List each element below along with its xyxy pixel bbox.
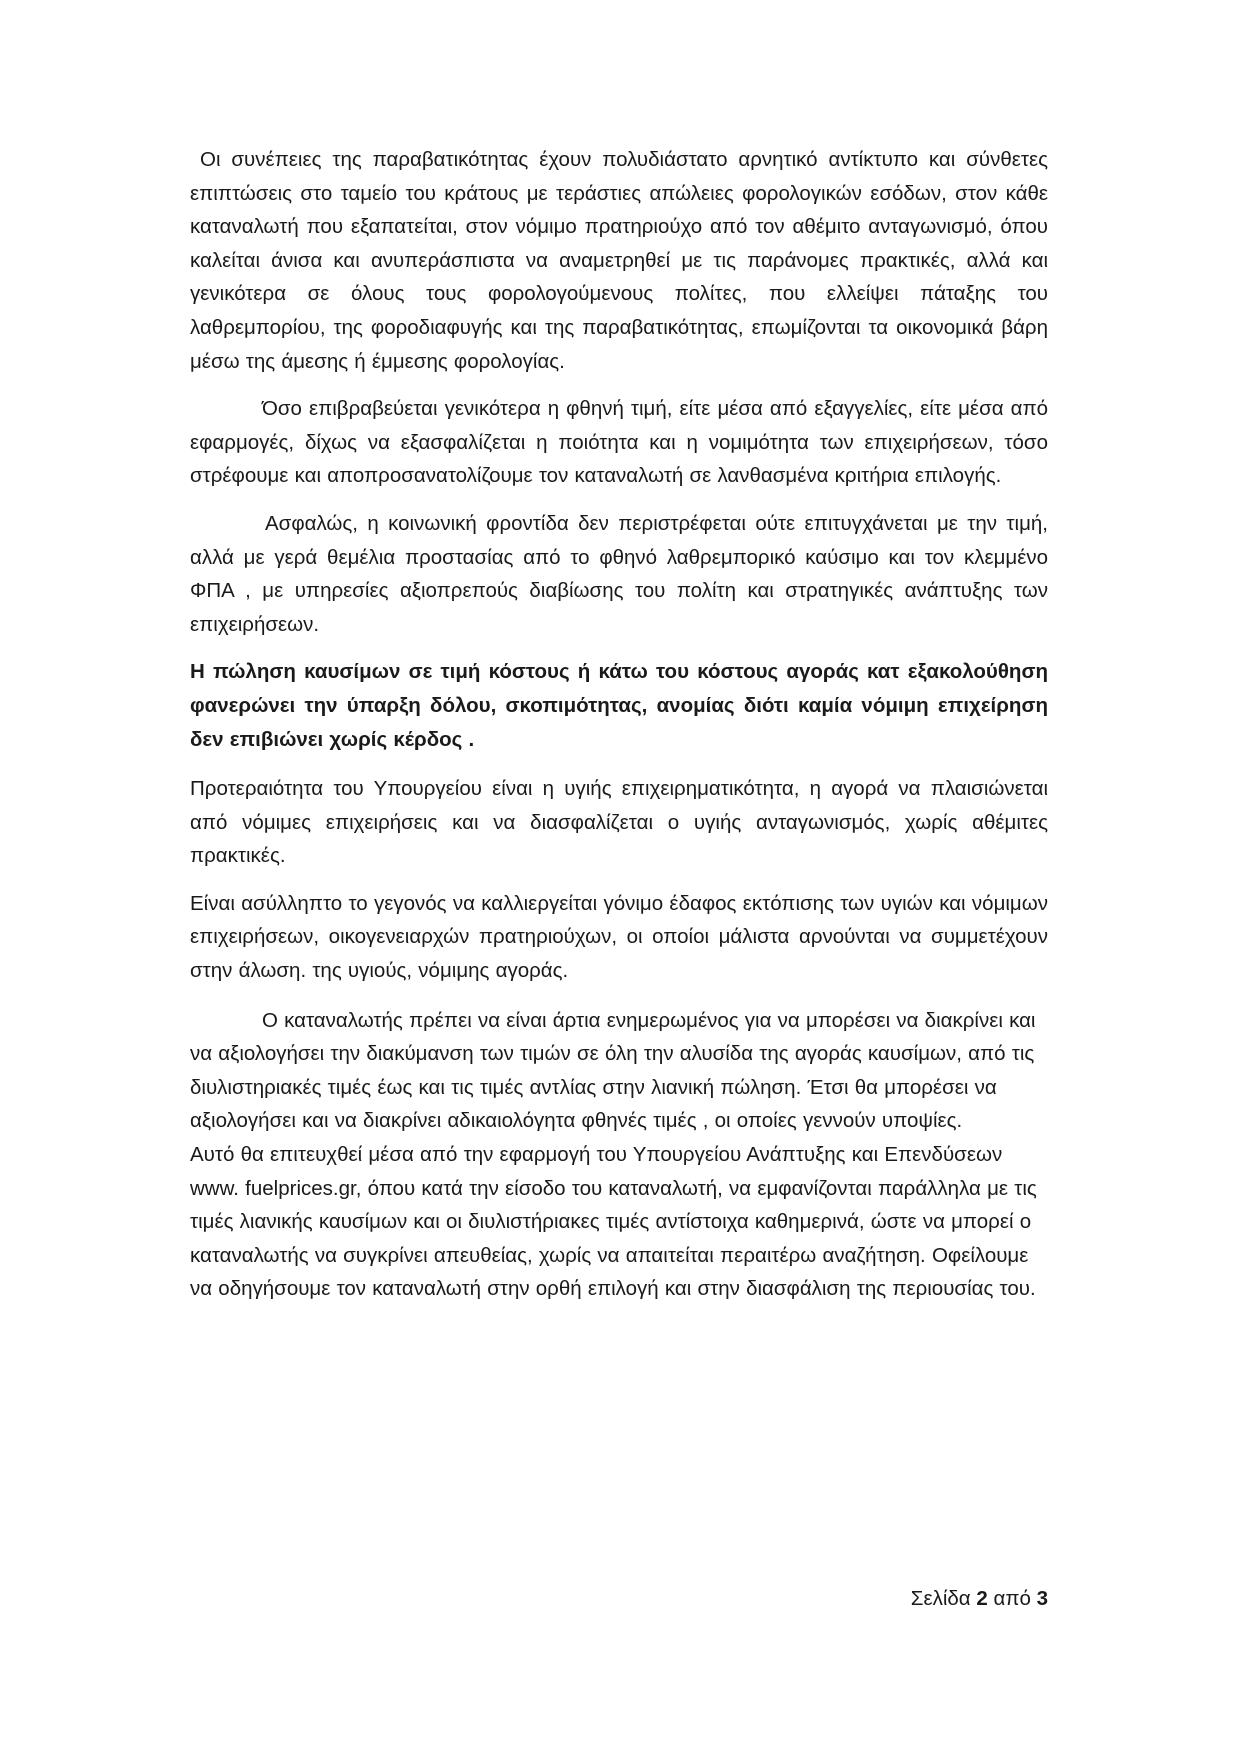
page-total: 3	[1036, 1587, 1048, 1610]
paragraph-ministry-priority: Προτεραιότητα του Υπουργείου είναι η υγιής επιχειρηματικότητα, η αγορά να πλαισιώνεται από νόμιμες επιχειρήσεις και να διασφαλίζεται ο υγιής ανταγωνισμός, χωρίς αθέμιτες πρακτικές.	[190, 777, 1048, 868]
page-number-footer	[850, 1585, 1048, 1613]
paragraph-cheap-price: Όσο επιβραβεύεται γενικότερα η φθηνή τιμή, είτε μέσα από εξαγγελίες, είτε μέσα από εφαρμογές, δίχως να εξασφαλίζεται η ποιότητα και η νομιμότητα των επιχειρήσεων, τόσο στρέφουμε και αποπροσανατολίζουμε τον καταναλωτή σε λανθασμένα κριτήρια επιλογής.	[190, 397, 1048, 488]
page-current: 2	[976, 1587, 988, 1610]
page-of-label: από	[993, 1587, 1031, 1610]
paragraph-consequences: Οι συνέπειες της παραβατικότητας έχουν πολυδιάστατο αρνητικό αντίκτυπο και σύνθετες επιπτώσεις στο ταμείο του κράτους με τεράστιες απώλειες φορολογικών εσόδων, στον κάθε καταναλωτή που εξαπατείται, στον νόμιμο πρατηριούχο από τον αθέμιτο ανταγωνισμό, όπου καλείται άνισα και ανυπεράσπιστα να αναμετρηθεί με τις παράνομες πρακτικές, αλλά και γενικότερα σε όλους τους φορολογούμενους πολίτες, που ελλείψει πάταξης του λαθρεμπορίου, της φοροδιαφυγής και της παραβατικότητας, επωμίζονται τα οικονομικά βάρη μέσω της άμεσης ή έμμεσης φορολογίας.	[190, 148, 1048, 373]
paragraph-fuelprices-app: Αυτό θα επιτευχθεί μέσα από την εφαρμογή του Υπουργείου Ανάπτυξης και Επενδύσεων www. fuelprices.gr, όπου κατά την είσοδο του καταναλωτή, να εμφανίζονται παράλληλα με τις τιμές λιανικής καυσίμων και οι διυλιστήριακες τιμές αντίστοιχα καθημερινά, ώστε να μπορεί ο καταναλωτής να συγκρίνει απευθείας, χωρίς να απαιτείται περαιτέρω αναζήτηση. Οφείλουμε να οδηγήσουμε τον καταναλωτή στην ορθή επιλογή και στην διασφάλιση της περιουσίας του.	[190, 1143, 1037, 1301]
paragraph-consumer-information: Ο καταναλωτής πρέπει να είναι άρτια ενημερωμένος για να μπορέσει να διακρίνει και να αξιολογήσει την διακύμανση των τιμών σε όλη την αλυσίδα της αγοράς καυσίμων, από τις διυλιστηριακές τιμές έως και τις τιμές αντλίας στην λιανική πώληση. Έτσι θα μπορέσει να αξιολογήσει και να διακρίνει αδικαιολόγητα φθηνές τιμές , οι οποίες γεννούν υποψίες.	[190, 1008, 1036, 1133]
page-label: Σελίδα	[910, 1587, 971, 1610]
paragraph-social-care: Ασφαλώς, η κοινωνική φροντίδα δεν περιστρέφεται ούτε επιτυγχάνεται με την τιμή, αλλά με γερά θεμέλια προστασίας από το φθηνό λαθρεμπορικό καύσιμο και τον κλεμμένο ΦΠΑ , με υπηρεσίες αξιοπρεπούς διαβίωσης του πολίτη και στρατηγικές ανάπτυξης των επιχειρήσεων.	[190, 511, 1048, 636]
paragraph-displacement: Είναι ασύλληπτο το γεγονός να καλλιεργείται γόνιμο έδαφος εκτόπισης των υγιών και νόμιμων επιχειρήσεων, οικογενειαρχών πρατηριούχων, οι οποίοι μάλιστα αρνούνται να συμμετέχουν στην άλωση. της υγιούς, νόμιμης αγοράς.	[190, 891, 1048, 983]
paragraph-bold-statement: Η πώληση καυσίμων σε τιμή κόστους ή κάτω του κόστους αγοράς κατ εξακολούθηση φανερώνει την ύπαρξη δόλου, σκοπιμότητας, ανομίας διότι καμία νόμιμη επιχείρηση δεν επιβιώνει χωρίς κέρδος .	[190, 660, 1048, 751]
document-body	[190, 143, 1048, 1306]
